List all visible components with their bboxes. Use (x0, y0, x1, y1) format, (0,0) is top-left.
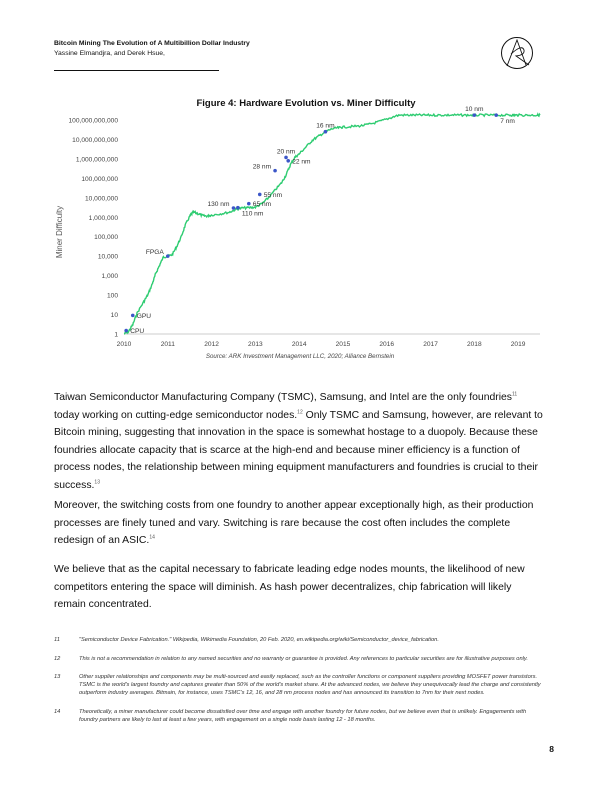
y-tick-label: 10,000,000 (84, 195, 118, 203)
footnote-ref[interactable]: 13 (94, 479, 100, 486)
x-tick-label: 2014 (291, 341, 307, 348)
x-tick-label: 2012 (204, 341, 219, 348)
x-tick-label: 2018 (466, 341, 482, 348)
hardware-annotation-label: 7 nm (500, 118, 515, 126)
footnote-text: Theoretically, a miner manufacturer could become dissatisfied over time and engage with another foundry for future nodes, but we believe even that is unlikely. Engagements with foundry partners are likely to last at least a few years, with engagement on a single node basis lasting 12 - 18 months. (79, 709, 527, 723)
hardware-marker (286, 159, 290, 163)
hardware-marker (236, 206, 240, 210)
difficulty-series-line (124, 114, 540, 334)
figure-source: Source: ARK Investment Management LLC, 2020; Alliance Bernstein (205, 353, 395, 360)
footnote-text: "Semiconductor Device Fabrication." Wikipedia, Wikimedia Foundation, 20 Feb. 2020, en.wikipedia.org/wiki/Semiconductor_device_fabrication. (79, 637, 439, 643)
hardware-marker (166, 254, 170, 258)
paragraph-text: today working on cutting-edge semiconductor nodes. (54, 409, 298, 421)
footnote-12 (54, 655, 544, 671)
page-number: 8 (549, 744, 554, 754)
hardware-annotation-label: 16 nm (316, 122, 335, 130)
hardware-annotation-label: 22 nm (292, 158, 311, 166)
hardware-annotation-label: 20 nm (276, 148, 296, 156)
x-tick-label: 2011 (160, 341, 175, 348)
document-authors: Yassine Elmandjra, and Derek Hsue, (54, 50, 165, 57)
x-tick-label: 2017 (423, 341, 438, 348)
hardware-marker (273, 169, 277, 173)
hardware-annotation-label: 65 nm (252, 201, 272, 209)
footnote-ref[interactable]: 12 (297, 409, 303, 416)
y-tick-label: 10 (110, 312, 118, 320)
y-tick-label: 1 (114, 331, 118, 339)
hardware-marker (324, 130, 328, 134)
paragraph-2 (54, 497, 544, 550)
hardware-marker (131, 314, 135, 318)
footnote-11 (54, 636, 544, 652)
hardware-annotation-label: GPU (136, 312, 152, 320)
x-tick-label: 2013 (248, 341, 263, 348)
hardware-marker (124, 329, 128, 333)
footnote-number: 14 (54, 709, 61, 715)
hardware-annotation-label: FPGA (145, 249, 164, 257)
hardware-annotation-label: CPU (130, 328, 145, 336)
footnote-number: 12 (54, 656, 61, 662)
y-tick-label: 10,000 (97, 253, 118, 261)
hardware-annotation-label: 110 nm (241, 210, 264, 218)
footnote-number: 11 (54, 637, 60, 643)
footnote-ref[interactable]: 14 (149, 534, 155, 541)
footnote-13 (54, 673, 544, 705)
document-title: Bitcoin Mining The Evolution of A Multibillion Dollar Industry (54, 40, 250, 47)
footnote-text: This is not a recommendation in relation to any named securities and no warranty or guarantee is provided. Any references to particular securities are for illustrative purposes only. (79, 656, 528, 662)
x-tick-label: 2019 (510, 341, 526, 348)
footnote-text: Other supplier relationships and components may be multi-sourced and easily replaced, such as the controller functions or component suppliers providing MOSFET power transistors. TSMC is the world's largest foundry and captures greater than 50% of the world's market share. At the advanced nodes, we believe they unequivocally lead the charge and consistently outperform industry averages. Bitmain, for instance, uses TSMC's 12, 16, and 28 nm process nodes and has announced its transition to 7nm for their next nodes. (79, 674, 541, 696)
hardware-marker (247, 202, 251, 206)
y-tick-label: 1,000,000,000 (75, 156, 118, 164)
y-tick-label: 1,000 (101, 273, 118, 281)
hardware-marker (258, 193, 262, 197)
paragraph-1 (54, 389, 544, 494)
hardware-annotation-label: 10 nm (465, 106, 484, 114)
paragraph-text: Moreover, the switching costs from one foundry to another appear exceptionally high, as their production processes are finely tuned and vary. Switching is rare because the cost often includes the complete redesign of an ASIC. (54, 500, 534, 546)
footnote-number: 13 (54, 674, 61, 680)
y-tick-label: 100,000,000 (81, 175, 118, 183)
hardware-marker (494, 113, 498, 117)
hardware-annotation-label: 55 nm (263, 191, 283, 199)
figure-title: Figure 4: Hardware Evolution vs. Miner Difficulty (196, 98, 416, 109)
footnote-ref[interactable]: 11 (512, 391, 518, 398)
hardware-marker (473, 113, 477, 117)
y-tick-label: 10,000,000,000 (72, 136, 118, 144)
y-tick-label: 100 (106, 292, 118, 300)
x-tick-label: 2015 (335, 341, 351, 348)
paragraph-text: We believe that as the capital necessary to fabricate leading edge nodes mounts, the likelihood of new competitors entering the space will diminish. As hash power decentralizes, chip fabrication will likely remain concentrated. (54, 564, 525, 610)
hardware-annotation-label: 130 nm (207, 200, 230, 208)
y-tick-label: 100,000,000,000 (68, 117, 118, 125)
x-tick-label: 2016 (379, 341, 395, 348)
y-tick-label: 1,000,000 (88, 214, 118, 222)
difficulty-chart (50, 106, 550, 374)
hardware-marker (284, 156, 288, 160)
hardware-marker (232, 206, 236, 210)
y-axis-label: Miner Difficulty (55, 205, 64, 259)
y-tick-label: 100,000 (94, 234, 118, 242)
footnote-14 (54, 708, 544, 732)
hardware-annotation-label: 28 nm (252, 163, 272, 171)
paragraph-3 (54, 561, 544, 614)
paragraph-text: Only TSMC and Samsung, however, are relevant to Bitcoin mining, suggesting that innovation in the space is somewhat hostage to a duopoly. Because these foundries allocate capacity that is scarce at the high-end and because miner efficiency is a function of process nodes, the relationship between mining equipment manufacturers and foundries is crucial to their success. (54, 409, 543, 491)
ark-logo-icon (500, 36, 534, 70)
x-tick-label: 2010 (116, 341, 132, 348)
header-divider (54, 70, 219, 71)
paragraph-text: Taiwan Semiconductor Manufacturing Company (TSMC), Samsung, and Intel are the only foundries (54, 392, 512, 403)
